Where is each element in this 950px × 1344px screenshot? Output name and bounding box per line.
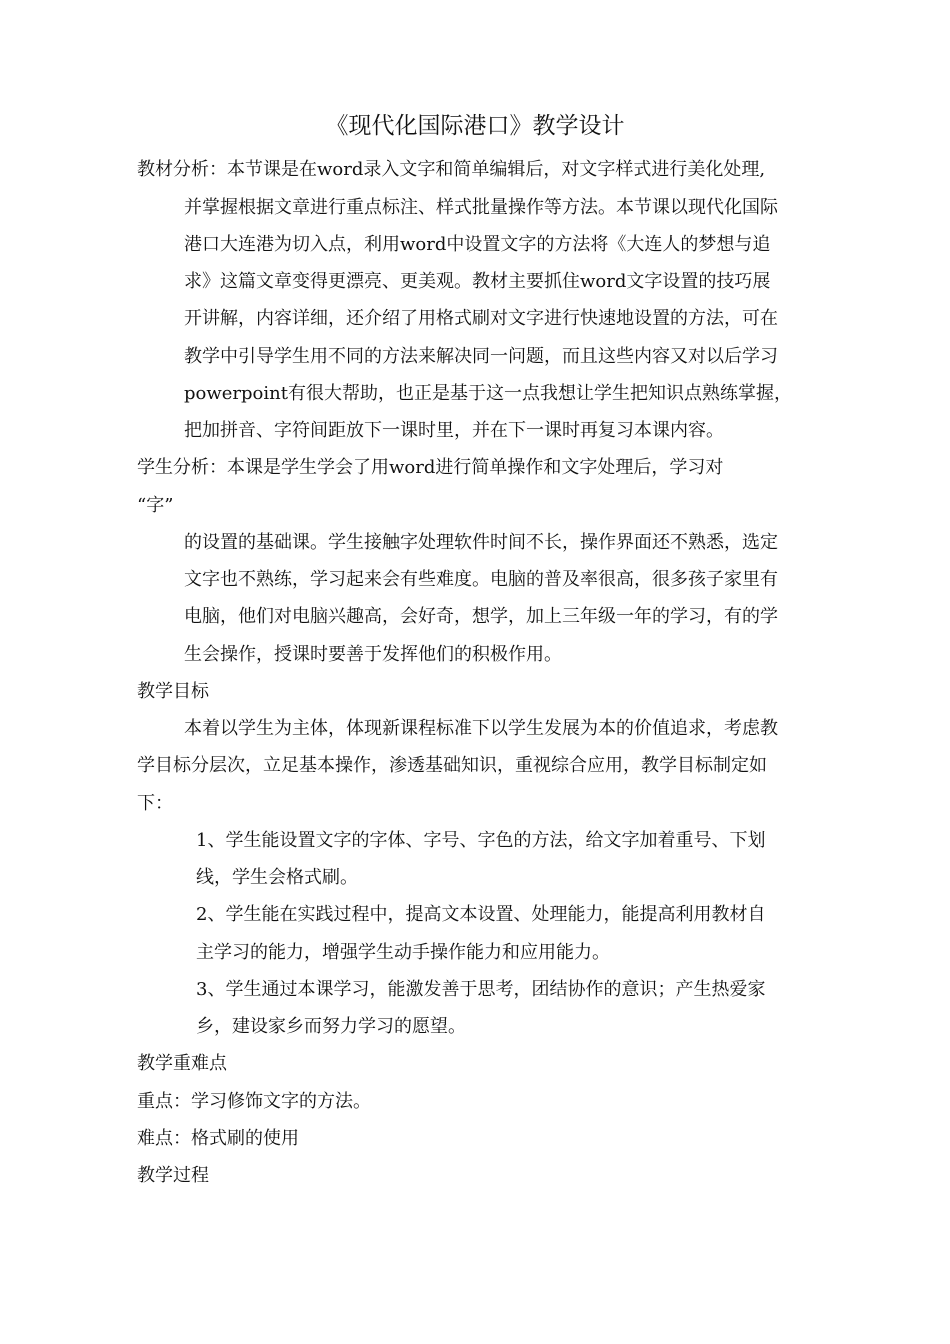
text-line: 的设置的基础课。学生接触字处理软件时间不长，操作界面还不熟悉，选定 bbox=[184, 532, 778, 553]
text-line: powerpoint有很大帮助，也正是基于这一点我想让学生把知识点熟练掌握， bbox=[184, 383, 792, 404]
text-line: 学目标分层次，立足基本操作，渗透基础知识，重视综合应用，教学目标制定如 bbox=[137, 755, 767, 776]
text-line: 难点：格式刷的使用 bbox=[137, 1128, 299, 1149]
list-item: 1、学生能设置文字的字体、字号、字色的方法，给文字加着重号、下划 bbox=[196, 830, 766, 851]
section-heading: 教学目标 bbox=[137, 681, 209, 702]
text-line: 教学中引导学生用不同的方法来解决同一问题，而且这些内容又对以后学习 bbox=[184, 346, 778, 367]
section-heading: 教学重难点 bbox=[137, 1053, 227, 1074]
text-line: 把加拼音、字符间距放下一课时里，并在下一课时再复习本课内容。 bbox=[184, 420, 724, 441]
text-line: 本着以学生为主体，体现新课程标准下以学生发展为本的价值追求，考虑教 bbox=[184, 718, 778, 739]
document-title: 《现代化国际港口》教学设计 bbox=[325, 113, 625, 139]
text-line: 下： bbox=[137, 793, 173, 814]
list-item-continuation: 主学习的能力，增强学生动手操作能力和应用能力。 bbox=[196, 942, 610, 963]
section-heading: 教学过程 bbox=[137, 1165, 209, 1186]
text-line: 文字也不熟练，学习起来会有些难度。电脑的普及率很高，很多孩子家里有 bbox=[184, 569, 778, 590]
text-line: 电脑，他们对电脑兴趣高，会好奇，想学，加上三年级一年的学习，有的学 bbox=[184, 606, 778, 627]
text-line: 重点：学习修饰文字的方法。 bbox=[137, 1091, 371, 1112]
text-line: 并掌握根据文章进行重点标注、样式批量操作等方法。本节课以现代化国际 bbox=[184, 197, 778, 218]
text-line: 学生分析：本课是学生学会了用word进行简单操作和文字处理后，学习对 bbox=[137, 457, 724, 478]
text-line: 港口大连港为切入点，利用word中设置文字的方法将《大连人的梦想与追 bbox=[184, 234, 771, 255]
text-line: 开讲解，内容详细，还介绍了用格式刷对文字进行快速地设置的方法，可在 bbox=[184, 308, 778, 329]
list-item: 3、学生通过本课学习，能激发善于思考，团结协作的意识；产生热爱家 bbox=[196, 979, 766, 1000]
text-line: 教材分析：本节课是在word录入文字和简单编辑后，对文字样式进行美化处理, bbox=[137, 159, 766, 180]
text-line: 求》这篇文章变得更漂亮、更美观。教材主要抓住word文字设置的技巧展 bbox=[184, 271, 771, 292]
list-item-continuation: 线，学生会格式刷。 bbox=[196, 867, 358, 888]
text-line: 生会操作，授课时要善于发挥他们的积极作用。 bbox=[184, 644, 562, 665]
list-item: 2、学生能在实践过程中，提高文本设置、处理能力，能提高利用教材自 bbox=[196, 904, 766, 925]
text-line: “字” bbox=[137, 495, 174, 516]
list-item-continuation: 乡，建设家乡而努力学习的愿望。 bbox=[196, 1016, 466, 1037]
